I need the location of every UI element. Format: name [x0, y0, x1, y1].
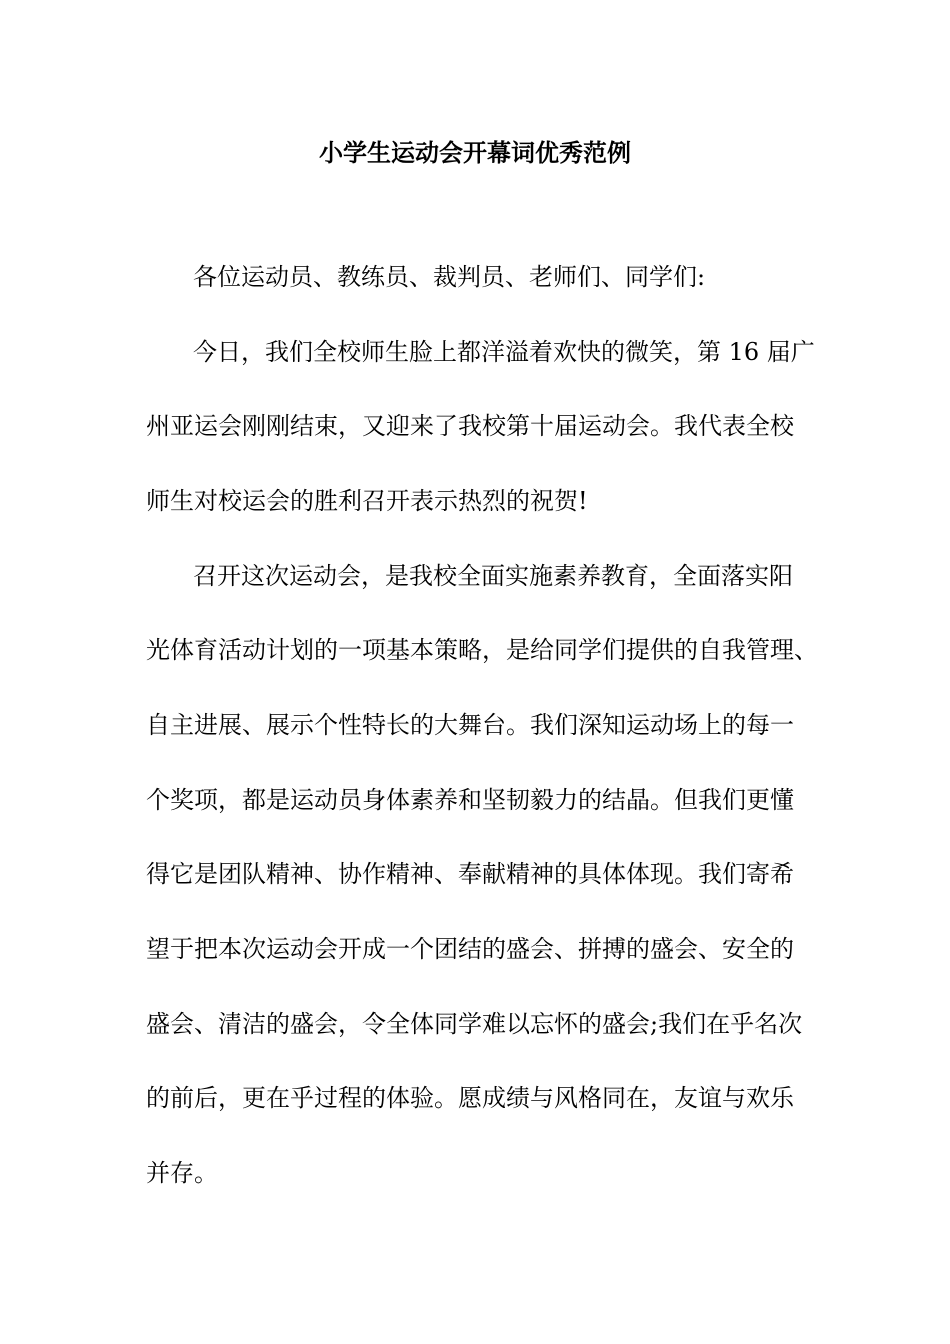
paragraph-2-line-2: 光体育活动计划的一项基本策略，是给同学们提供的自我管理、	[146, 636, 818, 664]
paragraph-2-line-5: 得它是团队精神、协作精神、奉献精神的具体体现。我们寄希	[146, 860, 794, 888]
salutation-line: 各位运动员、教练员、裁判员、老师们、同学们:	[193, 263, 706, 291]
paragraph-2-line-4: 个奖项，都是运动员身体素养和坚韧毅力的结晶。但我们更懂	[146, 786, 794, 814]
paragraph-2-line-1: 召开这次运动会，是我校全面实施素养教育，全面落实阳	[193, 562, 793, 590]
paragraph-2-line-7: 盛会、清洁的盛会，令全体同学难以忘怀的盛会;我们在乎名次	[146, 1010, 803, 1038]
paragraph-2-line-6: 望于把本次运动会开成一个团结的盛会、拼搏的盛会、安全的	[146, 935, 794, 963]
paragraph-1-line-3: 师生对校运会的胜利召开表示热烈的祝贺!	[146, 487, 588, 515]
paragraph-1-line-2: 州亚运会刚刚结束，又迎来了我校第十届运动会。我代表全校	[146, 412, 794, 440]
document-title: 小学生运动会开幕词优秀范例	[319, 139, 631, 167]
paragraph-2-line-3: 自主进展、展示个性特长的大舞台。我们深知运动场上的每一	[146, 711, 794, 739]
paragraph-2-line-8: 的前后，更在乎过程的体验。愿成绩与风格同在，友谊与欢乐	[146, 1084, 794, 1112]
paragraph-1-line-1: 今日，我们全校师生脸上都洋溢着欢快的微笑，第 16 届广	[193, 338, 815, 366]
paragraph-2-line-9: 并存。	[146, 1159, 218, 1187]
